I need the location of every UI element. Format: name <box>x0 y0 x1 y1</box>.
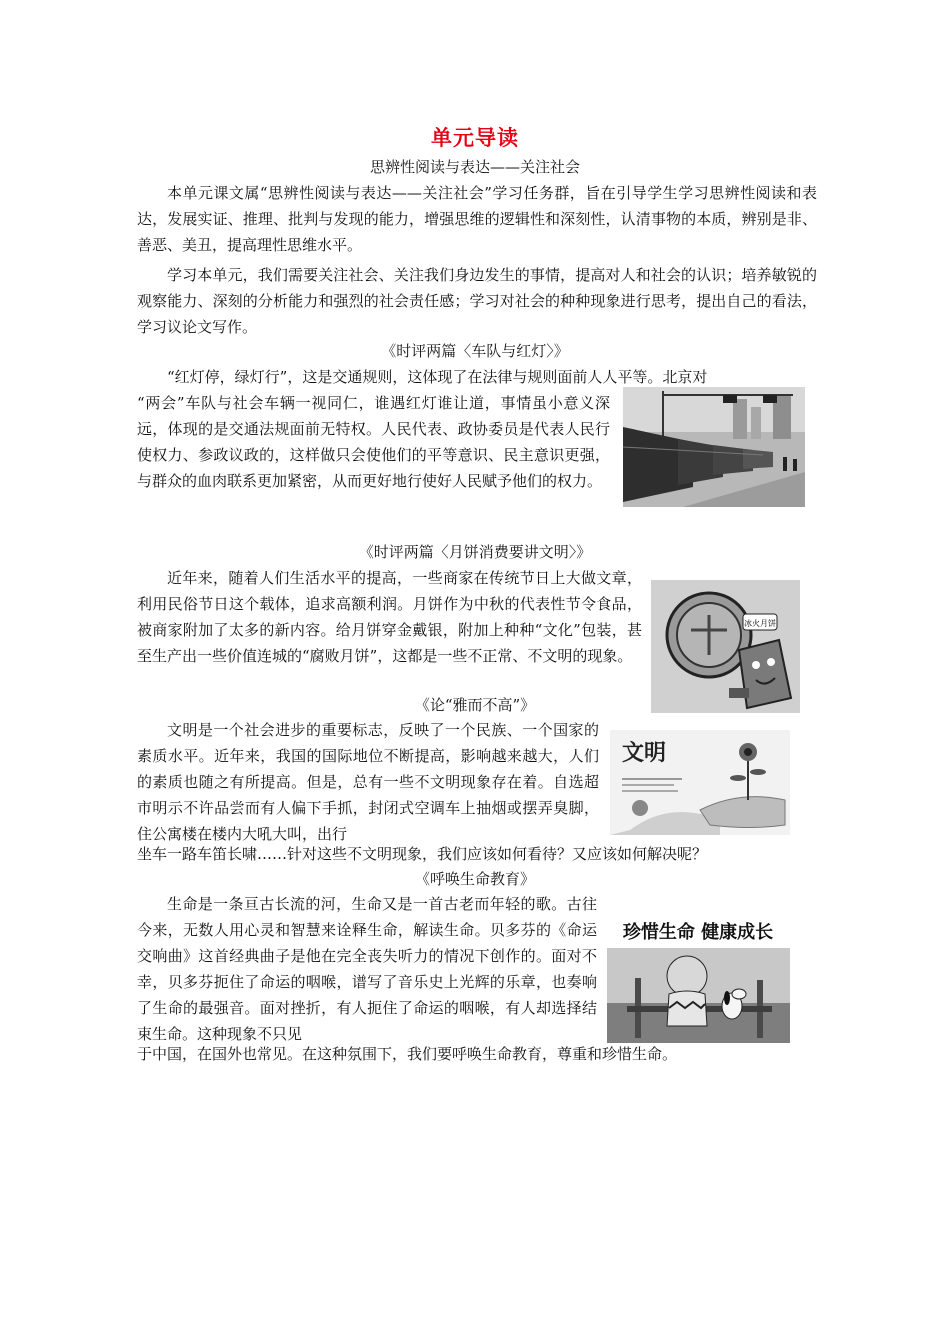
civility-title-text: 文明 <box>622 740 667 766</box>
section-body-civility: 文明是一个社会进步的重要标志，反映了一个民族、一个国家的素质水平。近年来，我国的国际地位不断提高，影响越来越大，人们的素质也随之有所提高。但是，总有一些不文明现象存在着。自选超市明示不许品尝而有人偏下手抓，封闭式空调车上抽烟或摆弄臭脚，住公寓楼在楼内大吼大叫，出行 <box>137 721 599 843</box>
section-tail-civility: 坐车一路车笛长啸……针对这些不文明现象，我们应该如何看待？又应该如何解决呢？ <box>137 845 708 863</box>
traffic-photo <box>623 387 805 507</box>
section-heading-mooncake: 《时评两篇〈月饼消费要讲文明〉》 <box>358 543 592 561</box>
civility-illustration <box>610 730 790 835</box>
section-heading-life: 《呼唤生命教育》 <box>414 870 535 888</box>
mooncake-box-text: 冰火月饼 <box>744 619 776 628</box>
section-body-mooncake: 近年来，随着人们生活水平的提高，一些商家在传统节日上大做文章，利用民俗节日这个载体，追求高额利润。月饼作为中秋的代表性节令食品，被商家附加了太多的新内容。给月饼穿金戴银，附加上种种“文化”包装，甚至生产出一些价值连城的“腐败月饼”，这都是一些不正常、不文明的现象。 <box>137 569 642 665</box>
life-education-image <box>607 908 790 1043</box>
unit-title: 单元导读 <box>431 126 519 150</box>
life-banner-text: 珍惜生命 健康成长 <box>622 922 774 943</box>
intro-paragraph-2: 学习本单元，我们需要关注社会、关注我们身边发生的事情，提高对人和社会的认识；培养敏锐的观察能力、深刻的分析能力和强烈的社会责任感；学习对社会的种种现象进行思考，提出自己的看法，学习议论文写作。 <box>137 266 817 336</box>
section-heading-civility: 《论“雅而不高”》 <box>414 696 536 714</box>
section-heading-traffic: 《时评两篇〈车队与红灯〉》 <box>381 342 569 360</box>
intro-paragraph-1: 本单元课文属“思辨性阅读与表达——关注社会”学习任务群，旨在引导学生学习思辨性阅读和表达，发展实证、推理、批判与发现的能力，增强思维的逻辑性和深刻性，认清事物的本质，辨别是非、善恶、美丑，提高理性思维水平。 <box>137 184 817 254</box>
section-body-traffic: “两会”车队与社会车辆一视同仁，谁遇红灯谁让道，事情虽小意义深远，体现的是交通法规面前无特权。人民代表、政协委员是代表人民行使权力、参政议政的，这样做只会使他们的平等意识、民主意识更强，与群众的血肉联系更加紧密，从而更好地行使好人民赋予他们的权力。 <box>137 394 610 490</box>
section-tail-life: 于中国，在国外也常见。在这种氛围下，我们要呼唤生命教育，尊重和珍惜生命。 <box>137 1045 678 1063</box>
section-lead-traffic: “红灯停，绿灯行”，这是交通规则，这体现了在法律与规则面前人人平等。北京对 <box>167 368 708 386</box>
section-body-life: 生命是一条亘古长流的河，生命又是一首古老而年轻的歌。古往今来，无数人用心灵和智慧来诠释生命，解读生命。贝多芬的《命运交响曲》这首经典曲子是他在完全丧失听力的情况下创作的。面对不幸，贝多芬扼住了命运的咽喉，谱写了音乐史上光辉的乐章，也奏响了生命的最强音。面对挫折，有人扼住了命运的咽喉，有人却选择结束生命。这种现象不只见 <box>137 895 597 1043</box>
unit-subtitle: 思辨性阅读与表达——关注社会 <box>369 158 580 176</box>
